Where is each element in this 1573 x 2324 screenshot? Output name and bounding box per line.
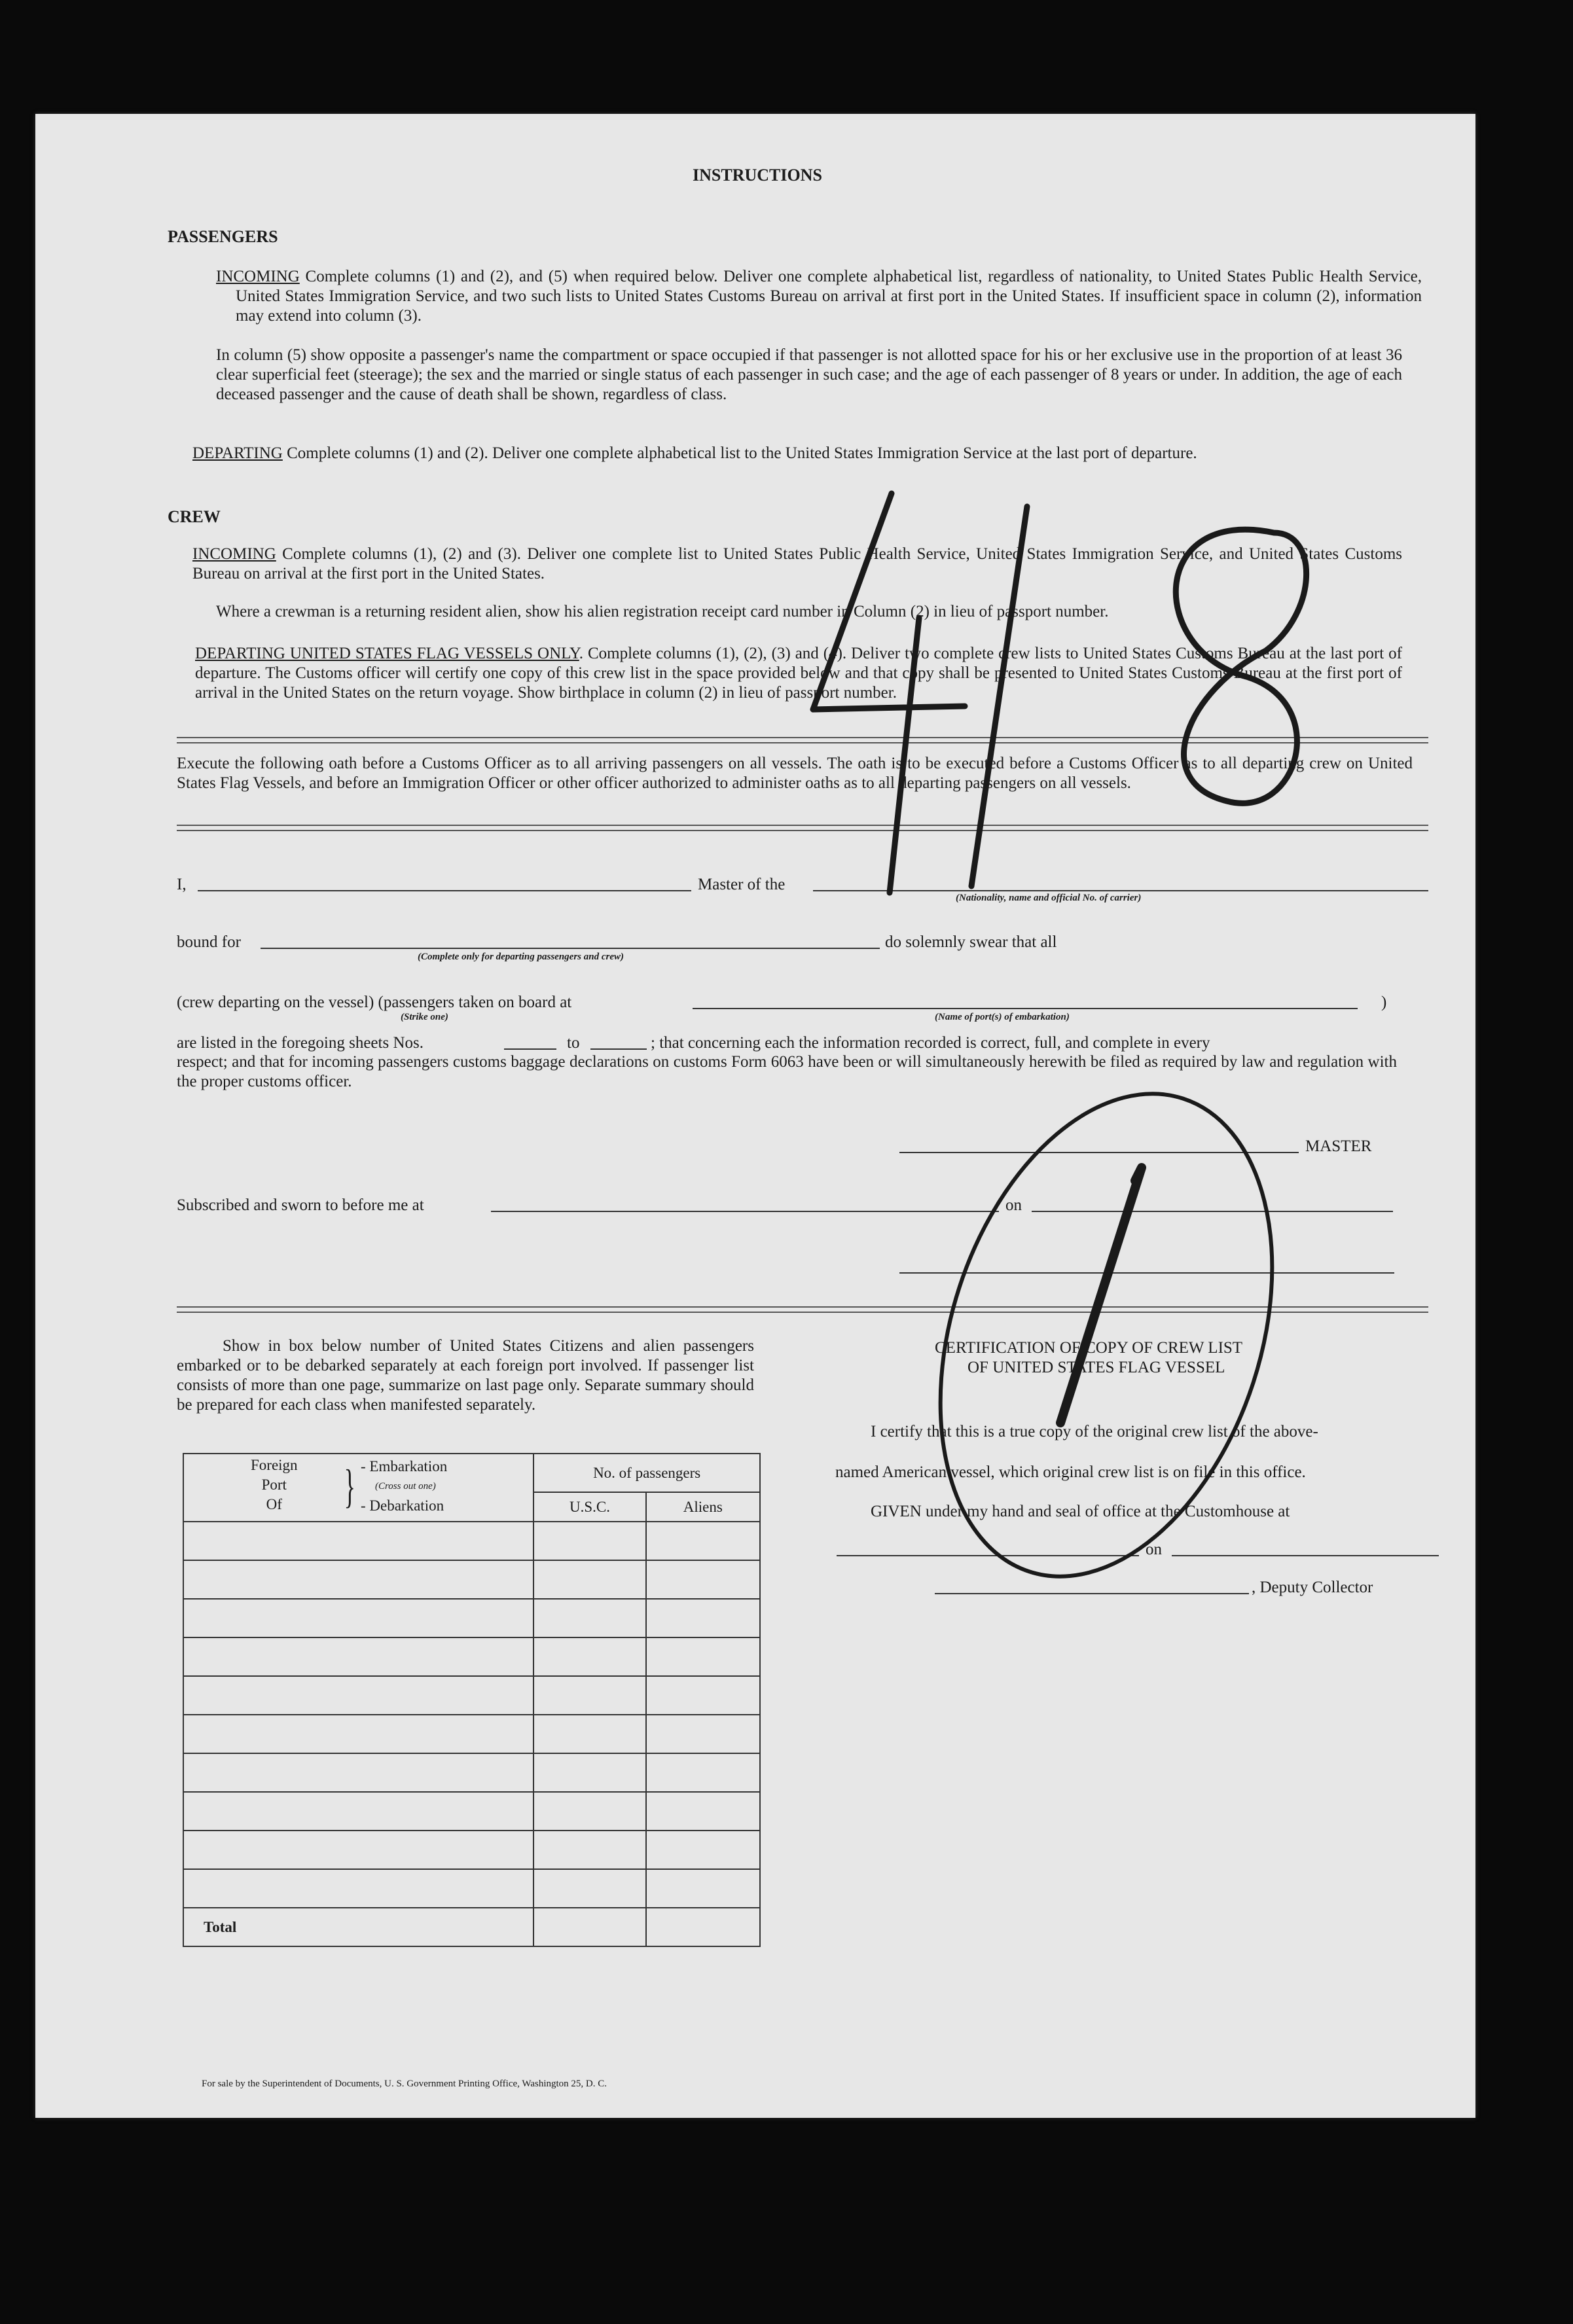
- handwritten-one: [971, 507, 1027, 886]
- oath-listed-a: are listed in the foregoing sheets Nos.: [177, 1034, 424, 1052]
- oath-i: I,: [177, 876, 187, 893]
- usc-header: U.S.C.: [533, 1492, 645, 1522]
- oath-crew-passengers: (crew departing on the vessel) (passengers taken on board at: [177, 993, 572, 1011]
- oath-bound-for: bound for: [177, 933, 241, 951]
- handwritten-circle: [882, 1051, 1330, 1620]
- of-label: Of: [266, 1496, 282, 1512]
- oath-listed-b: ; that concerning each the information recorded is correct, full, and complete in every: [651, 1034, 1210, 1052]
- handwritten-annotations: [35, 114, 1475, 2118]
- no-passengers-header: No. of passengers: [533, 1454, 760, 1492]
- departing-label: DEPARTING: [192, 444, 283, 462]
- handwritten-four: [813, 493, 965, 893]
- cert-title-2: OF UNITED STATES FLAG VESSEL: [967, 1359, 1225, 1376]
- crew-departing-text: . Complete columns (1), (2), (3) and (4). Deliver two complete crew lists to United States Customs Bureau at the last port of departure. The Customs officer will certify one copy of this crew list in the space provided below and that copy shall be presented to United States Customs Bureau at the first port of arrival in the United States on the return voyage. Show birthplace in column (2) in lieu of passport number.: [195, 645, 1402, 702]
- passengers-incoming-text: Complete columns (1) and (2), and (5) when required below. Deliver one complete alphabetical list, regardless of nationality, to United States Public Health Service, United States Immigration Service, and two such lists to United States Customs Bureau on arrival at first port in the United States. If insufficient space in column (2), information may extend into column (3).: [236, 268, 1422, 325]
- crew-incoming-label: INCOMING: [192, 545, 276, 563]
- cert-title-1: CERTIFICATION OF COPY OF CREW LIST: [935, 1339, 1243, 1357]
- oath-swear: do solemnly swear that all: [885, 933, 1057, 951]
- debarkation-label: - Debarkation: [361, 1497, 444, 1514]
- total-label: Total: [183, 1908, 533, 1946]
- nationality-hint: (Nationality, name and official No. of carrier): [956, 893, 1142, 903]
- form-title: INSTRUCTIONS: [693, 166, 822, 185]
- foreign-label: Foreign: [251, 1457, 298, 1473]
- handwritten-eight: [1176, 529, 1306, 803]
- passengers-departing-text: Complete columns (1) and (2). Deliver one complete alphabetical list to the United States Immigration Service at the last port of departure.: [287, 444, 1197, 462]
- subscribed-label: Subscribed and sworn to before me at: [177, 1196, 424, 1214]
- oath-respect-text: respect; and that for incoming passengers customs baggage declarations on customs Form 6063 have been or will simultaneously herewith be filed as required by law and regulation with the proper customs officer.: [177, 1053, 1397, 1090]
- form-sheet: [35, 114, 1475, 2118]
- oath-instruction: Execute the following oath before a Customs Officer as to all arriving passengers on all vessels. The oath is to be executed before a Customs Officer as to all departing crew on United States Flag Vessels, and before an Immigration Officer or other officer authorized to administer oaths as to all departing passengers on all vessels.: [177, 755, 1413, 792]
- departing-flag-label: DEPARTING UNITED STATES FLAG VESSELS ONLY: [195, 645, 579, 662]
- port-header-cell: Foreign Port Of } - Embarkation (Cross out one) - Debarkation: [183, 1454, 533, 1522]
- passengers-heading: PASSENGERS: [168, 227, 278, 246]
- cert-line-1: I certify that this is a true copy of the original crew list of the above-: [871, 1423, 1318, 1440]
- oath-close-paren: ): [1381, 993, 1387, 1011]
- port-label: Port: [261, 1476, 287, 1493]
- complete-only-hint: (Complete only for departing passengers and crew): [418, 952, 624, 962]
- subscribed-on: on: [1005, 1196, 1022, 1214]
- summary-instruction: Show in box below number of United States Citizens and alien passengers embarked or to be debarked separately at each foreign port involved. If passenger list consists of more than one page, summarize on last page only. Separate summary should be prepared for each class when manifested separately.: [177, 1337, 754, 1414]
- deputy-label: , Deputy Collector: [1252, 1579, 1373, 1596]
- cross-out-hint: (Cross out one): [375, 1481, 436, 1492]
- passengers-column5-paragraph: In column (5) show opposite a passenger's name the compartment or space occupied if that passenger is not allotted space for his or her exclusive use in the proportion of at least 36 clear superficial feet (steerage); the sex and the married or single status of each passenger in such case; and the age of each passenger of 8 years or under. In addition, the age of each deceased passenger and the cause of death shall be shown, regardless of class.: [216, 346, 1402, 403]
- aliens-header: Aliens: [646, 1492, 760, 1522]
- oath-master-of-the: Master of the: [698, 876, 786, 893]
- strike-one-hint: (Strike one): [401, 1012, 448, 1022]
- incoming-label: INCOMING: [216, 268, 300, 285]
- crew-heading: CREW: [168, 507, 221, 526]
- footnote: For sale by the Superintendent of Documents, U. S. Government Printing Office, Washington 25, D. C.: [202, 2079, 607, 2089]
- handwritten-circled-one: [1060, 1168, 1142, 1423]
- master-label: MASTER: [1305, 1137, 1372, 1155]
- crew-incoming-text: Complete columns (1), (2) and (3). Deliver one complete list to United States Public Health Service, United States Immigration Service, and United States Customs Bureau on arrival at the first port in the United States.: [192, 545, 1403, 582]
- cert-on: on: [1146, 1541, 1162, 1558]
- cert-line-3: GIVEN under my hand and seal of office at the Customhouse at: [871, 1503, 1290, 1520]
- crew-resident-paragraph: Where a crewman is a returning resident alien, show his alien registration receipt card number in Column (2) in lieu of passport number.: [216, 603, 1109, 620]
- oath-listed-to: to: [567, 1034, 580, 1052]
- port-hint: (Name of port(s) of embarkation): [935, 1012, 1070, 1022]
- embarkation-label: - Embarkation: [361, 1458, 448, 1475]
- cert-line-2: named American vessel, which original crew list is on file in this office.: [835, 1463, 1306, 1481]
